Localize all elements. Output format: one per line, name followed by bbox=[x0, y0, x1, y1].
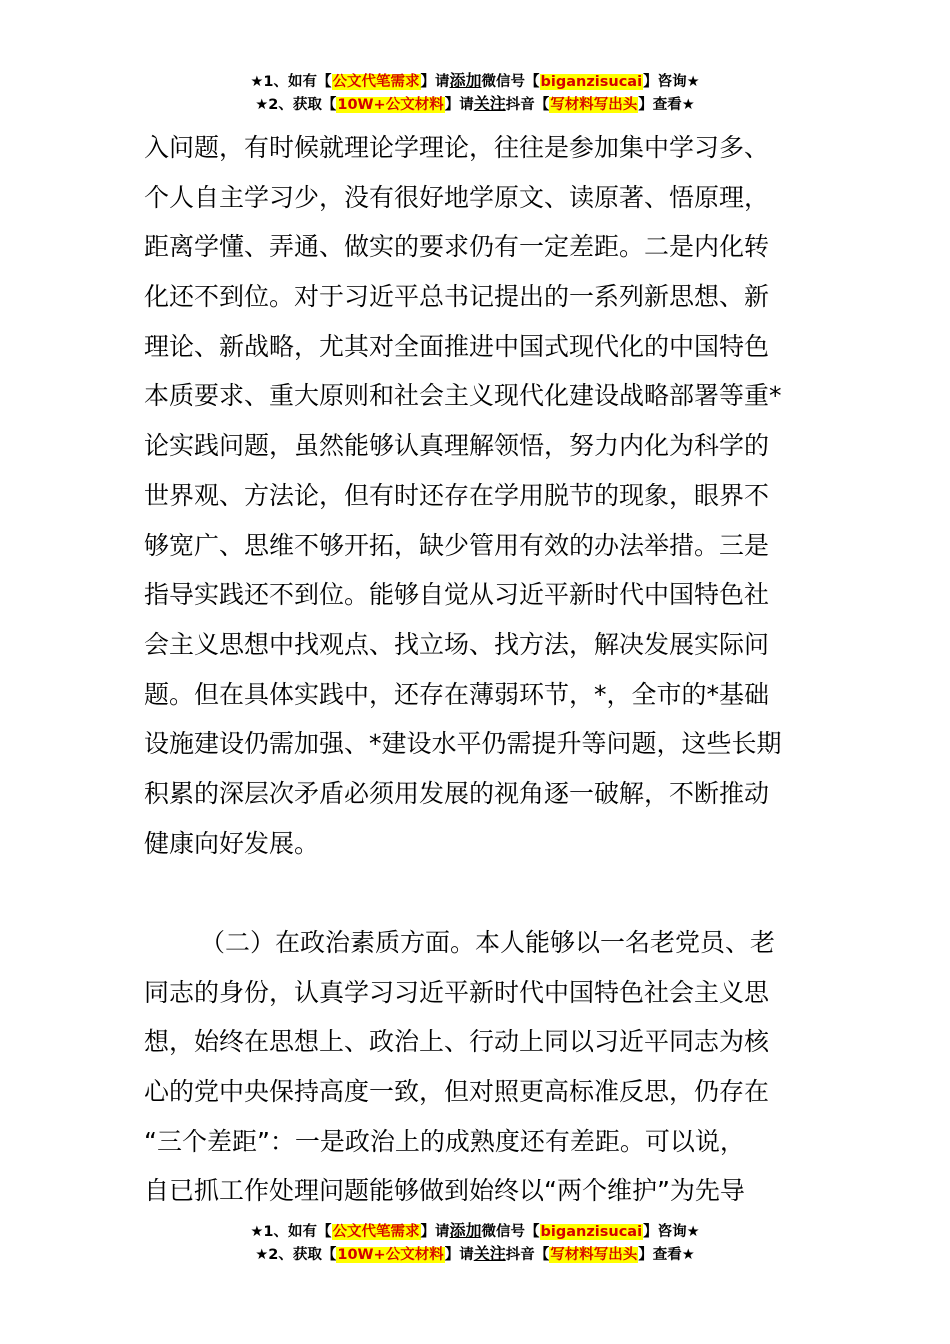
banner-line-1 bbox=[0, 1219, 950, 1242]
banner-line-1 bbox=[0, 69, 950, 92]
paragraph-gap bbox=[144, 868, 824, 918]
banner-douyin-id: 写材料写出头 bbox=[550, 97, 638, 113]
banner-highlight: 10W+公文材料 bbox=[337, 97, 444, 113]
footer-banner bbox=[0, 1219, 950, 1265]
document-body bbox=[144, 123, 824, 1216]
banner-underline: 关注 bbox=[473, 94, 506, 113]
body-line: “三个差距”：一是政治上的成熟度还有差距。可以说， bbox=[144, 1126, 745, 1156]
banner-text: 】咨询★ bbox=[643, 1224, 700, 1240]
banner-text: 】请 bbox=[420, 74, 450, 90]
banner-line-2 bbox=[0, 1242, 950, 1265]
body-line: 个人自主学习少，没有很好地学原文、读原著、悟原理， bbox=[144, 182, 770, 212]
banner-text: 抖音【 bbox=[505, 1247, 550, 1263]
banner-text: 】查看★ bbox=[638, 97, 695, 113]
banner-underline: 添加 bbox=[449, 71, 482, 90]
banner-text: 】请 bbox=[444, 97, 474, 113]
banner-douyin-id: 写材料写出头 bbox=[550, 1247, 638, 1263]
banner-wechat-id: biganzisucai bbox=[540, 1224, 643, 1240]
banner-text: ★1、如有【 bbox=[250, 74, 332, 90]
banner-text: 】咨询★ bbox=[643, 74, 700, 90]
body-line: 会主义思想中找观点、找立场、找方法，解决发展实际问 bbox=[144, 629, 770, 659]
banner-text: ★2、获取【 bbox=[255, 97, 337, 113]
banner-underline: 添加 bbox=[449, 1221, 482, 1240]
body-line: 自已抓工作处理问题能够做到始终以“两个维护”为先导 bbox=[144, 1176, 745, 1206]
body-line: 指导实践还不到位。能够自觉从习近平新时代中国特色社 bbox=[144, 580, 770, 610]
banner-underline: 关注 bbox=[473, 1244, 506, 1263]
body-line: 同志的身份，认真学习习近平新时代中国特色社会主义思 bbox=[144, 977, 770, 1007]
body-line: 世界观、方法论，但有时还存在学用脱节的现象，眼界不 bbox=[144, 480, 770, 510]
body-line: 距离学懂、弄通、做实的要求仍有一定差距。二是内化转 bbox=[144, 232, 770, 262]
body-line: 本质要求、重大原则和社会主义现代化建设战略部署等重* bbox=[144, 381, 782, 411]
body-line: 题。但在具体实践中，还存在薄弱环节，*，全市的*基础 bbox=[144, 679, 770, 709]
header-banner bbox=[0, 69, 950, 115]
body-line: 入问题，有时候就理论学理论，往往是参加集中学习多、 bbox=[144, 133, 770, 162]
body-line: 论实践问题，虽然能够认真理解领悟，努力内化为科学的 bbox=[144, 431, 770, 461]
banner-line-2 bbox=[0, 92, 950, 115]
banner-highlight: 10W+公文材料 bbox=[337, 1247, 444, 1263]
body-line: 心的党中央保持高度一致，但对照更高标准反思，仍存在 bbox=[144, 1077, 770, 1107]
banner-highlight: 公文代笔需求 bbox=[332, 1224, 420, 1240]
body-line: 设施建设仍需加强、*建设水平仍需提升等问题，这些长期 bbox=[144, 729, 782, 759]
section-heading-line: （二）在政治素质方面。本人能够以一名老党员、老 bbox=[200, 928, 776, 957]
body-line: 积累的深层次矛盾必须用发展的视角逐一破解，不断推动 bbox=[144, 778, 770, 808]
body-line: 健康向好发展。 bbox=[144, 828, 320, 858]
banner-text: ★1、如有【 bbox=[250, 1224, 332, 1240]
body-line: 想，始终在思想上、政治上、行动上同以习近平同志为核 bbox=[144, 1027, 770, 1057]
banner-text: 微信号【 bbox=[481, 1224, 540, 1240]
banner-text: 抖音【 bbox=[505, 97, 550, 113]
banner-highlight: 公文代笔需求 bbox=[332, 74, 420, 90]
body-line: 理论、新战略，尤其对全面推进中国式现代化的中国特色 bbox=[144, 331, 770, 361]
banner-text: 】查看★ bbox=[638, 1247, 695, 1263]
banner-text: ★2、获取【 bbox=[255, 1247, 337, 1263]
banner-text: 微信号【 bbox=[481, 74, 540, 90]
body-line: 化还不到位。对于习近平总书记提出的一系列新思想、新 bbox=[144, 282, 770, 312]
banner-wechat-id: biganzisucai bbox=[540, 74, 643, 90]
body-line: 够宽广、思维不够开拓，缺少管用有效的办法举措。三是 bbox=[144, 530, 770, 560]
banner-text: 】请 bbox=[420, 1224, 450, 1240]
banner-text: 】请 bbox=[444, 1247, 474, 1263]
